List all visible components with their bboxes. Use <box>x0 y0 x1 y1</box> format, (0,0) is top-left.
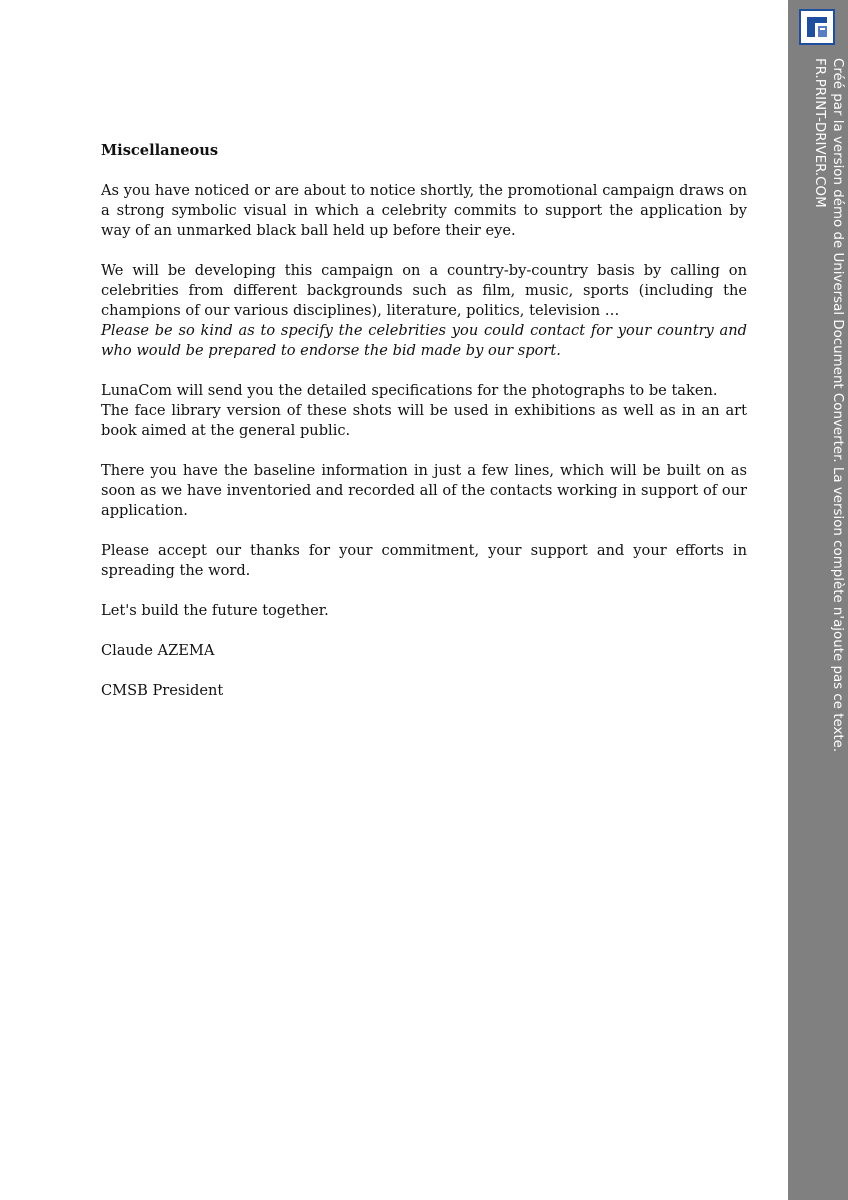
signature-title: CMSB President <box>101 682 224 699</box>
paragraph-lunacom-line2: The face library version of these shots will be used in exhibitions as well as in an art book aimed at the general public. <box>101 402 747 439</box>
watermark-strip <box>788 0 848 1200</box>
paragraph-baseline-info: There you have the baseline information in just a few lines, which will be built on as soon as we have inventoried and recorded all of the contacts working in support of our application. <box>101 462 747 519</box>
section-heading: Miscellaneous <box>101 142 219 159</box>
paragraph-lunacom <box>101 381 747 441</box>
paragraph-campaign-celebrities-text: We will be developing this campaign on a country-by-country basis by calling on celebrities from different backgrounds such as film, music, sports (including the champions of our various disciplines), literature, politics, television … <box>101 262 747 319</box>
paragraph-closing: Let's build the future together. <box>101 602 329 619</box>
paragraph-request-italic: Please be so kind as to specify the celebrities you could contact for your country and who would be prepared to endorse the bid made by our sport. <box>101 322 747 359</box>
watermark-line-2: FR.PRINT-DRIVER.COM <box>812 58 827 208</box>
signature-name: Claude AZEMA <box>101 642 215 659</box>
paragraph-campaign-visual: As you have noticed or are about to notice shortly, the promotional campaign draws on a strong symbolic visual in which a celebrity commits to support the application by way of an unmarked black ball held up before their eye. <box>101 182 747 239</box>
watermark-line-1: Créé par la version démo de Universal Document Converter. La version complète n'ajoute pas ce texte. <box>830 58 845 753</box>
watermark-text <box>788 56 848 753</box>
converter-logo-icon <box>799 9 835 45</box>
paragraph-lunacom-line1: LunaCom will send you the detailed specifications for the photographs to be taken. <box>101 382 718 399</box>
document-body <box>101 141 747 721</box>
paragraph-campaign-celebrities <box>101 261 747 361</box>
paragraph-thanks: Please accept our thanks for your commitment, your support and your efforts in spreading the word. <box>101 542 747 579</box>
